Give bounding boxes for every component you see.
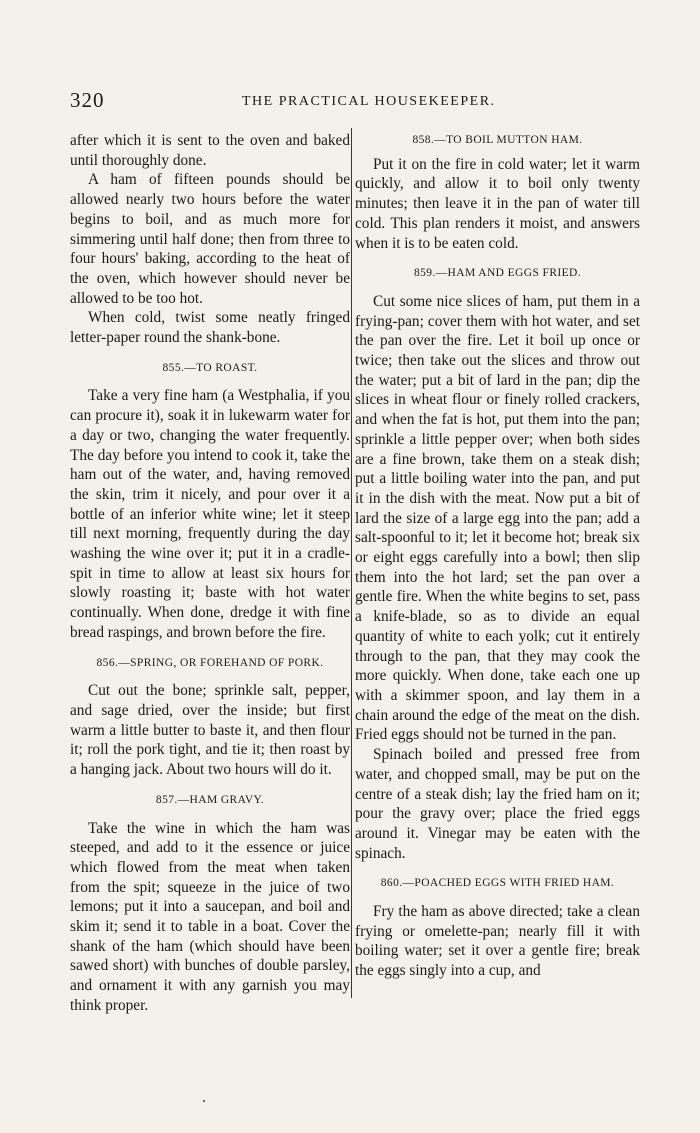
right-column	[355, 131, 640, 981]
paragraph-ham-fifteen-pounds: A ham of fifteen pounds should be allowed nearly two hours before the water begins to boil, and as much more for simmering until half done; then from three to four hours' baking, according to the heat of the oven, which however should never be allowed to be too hot.	[70, 171, 350, 307]
left-column	[70, 131, 350, 1016]
running-head: THE PRACTICAL HOUSEKEEPER.	[242, 94, 496, 109]
section-heading-860: 860.—POACHED EGGS WITH FRIED HAM.	[380, 877, 615, 890]
section-heading-856: 856.—SPRING, OR FOREHAND OF PORK.	[96, 656, 324, 669]
section-body-857: Take the wine in which the ham was steeped, and add to it the essence or juice which flowed from the meat when taken from the spit; squeeze in the juice of two lemons; put it into a saucepan, and boil and skim it; send it to table in a boat. Cover the shank of the ham (which should have been sawed short) with bunches of double parsley, and ornament it with any garnish you may think proper.	[70, 819, 350, 1014]
section-body-859: Cut some nice slices of ham, put them in a frying-pan; cover them with hot water, and set the pan over the fire. Let it boil up once or twice; then take out the slices and throw out the water; put a bit of lard in the pan; dip the slices in wheat flour or finely rolled crackers, and when the fat is hot, put them into the pan; sprinkle a little pepper over; when both sides are a fine brown, take them on a steak dish; put a little boiling water into the pan, and put it in the dish with the meat. Now put a bit of lard the size of a large egg into the pan; add a salt-spoonful to it; let it become hot; break six or eight eggs carefully into a bowl; then slip them into the hot lard; set the pan over a gentle fire. When the white begins to set, pass a knife-blade, so as to divide an equal quantity of white to each yolk; cut it entirely through to the pan, that they may cook the more quickly. When done, take each one up with a skimmer spoon, and lay them in a chain around the edge of the meat on the dish. Fried eggs should not be turned in the pan.	[355, 292, 640, 744]
section-body-856: Cut out the bone; sprinkle salt, pepper, and sage dried, over the inside; but first warm a little butter to baste it, and then flour it; roll the pork tight, and tie it; then roast by a hanging jack. About two hours will do it.	[70, 682, 350, 779]
section-body-858: Put it on the fire in cold water; let it warm quickly, and allow it to boil only twenty minutes; then leave it in the pan of water till cold. This plan renders it moist, and answers when it is to be eaten cold.	[355, 155, 640, 252]
paragraph-when-cold: When cold, twist some neatly fringed letter-paper round the shank-bone.	[70, 309, 350, 347]
paragraph-spinach: Spinach boiled and pressed free from water, and chopped small, may be put on the centre of a steak dish; lay the fried ham on it; pour the gravy over; place the fried eggs around it. Vinegar may be eaten with the spinach.	[355, 746, 640, 862]
continued-paragraph: after which it is sent to the oven and baked until thoroughly done.	[70, 132, 350, 169]
page-header	[70, 88, 640, 118]
section-heading-855: 855.—TO ROAST.	[162, 361, 258, 374]
section-heading-858: 858.—TO BOIL MUTTON HAM.	[412, 134, 583, 146]
page-number: 320	[70, 88, 105, 112]
section-heading-859: 859.—HAM AND EGGS FRIED.	[413, 267, 582, 280]
section-body-855: Take a very fine ham (a Westphalia, if you can procure it), soak it in lukewarm water for a day or two, changing the water frequently. The day before you intend to cook it, take the ham out of the water, and, having removed the skin, trim it nicely, and pour over it a bottle of an inferior white wine; let it steep till next morning, frequently during the day washing the wine over it; put it in a cradle-spit in time to allow at least six hours for slowly roasting it; baste with hot water continually. When done, dredge it with fine bread raspings, and brown before the fire.	[70, 387, 350, 641]
print-speck	[203, 1100, 205, 1102]
column-divider	[351, 128, 352, 998]
section-body-860: Fry the ham as above directed; take a clean frying or omelette-pan; nearly fill it with boiling water; set it over a gentle fire; break the eggs singly into a cup, and	[355, 903, 640, 980]
section-heading-857: 857.—HAM GRAVY.	[155, 793, 265, 806]
